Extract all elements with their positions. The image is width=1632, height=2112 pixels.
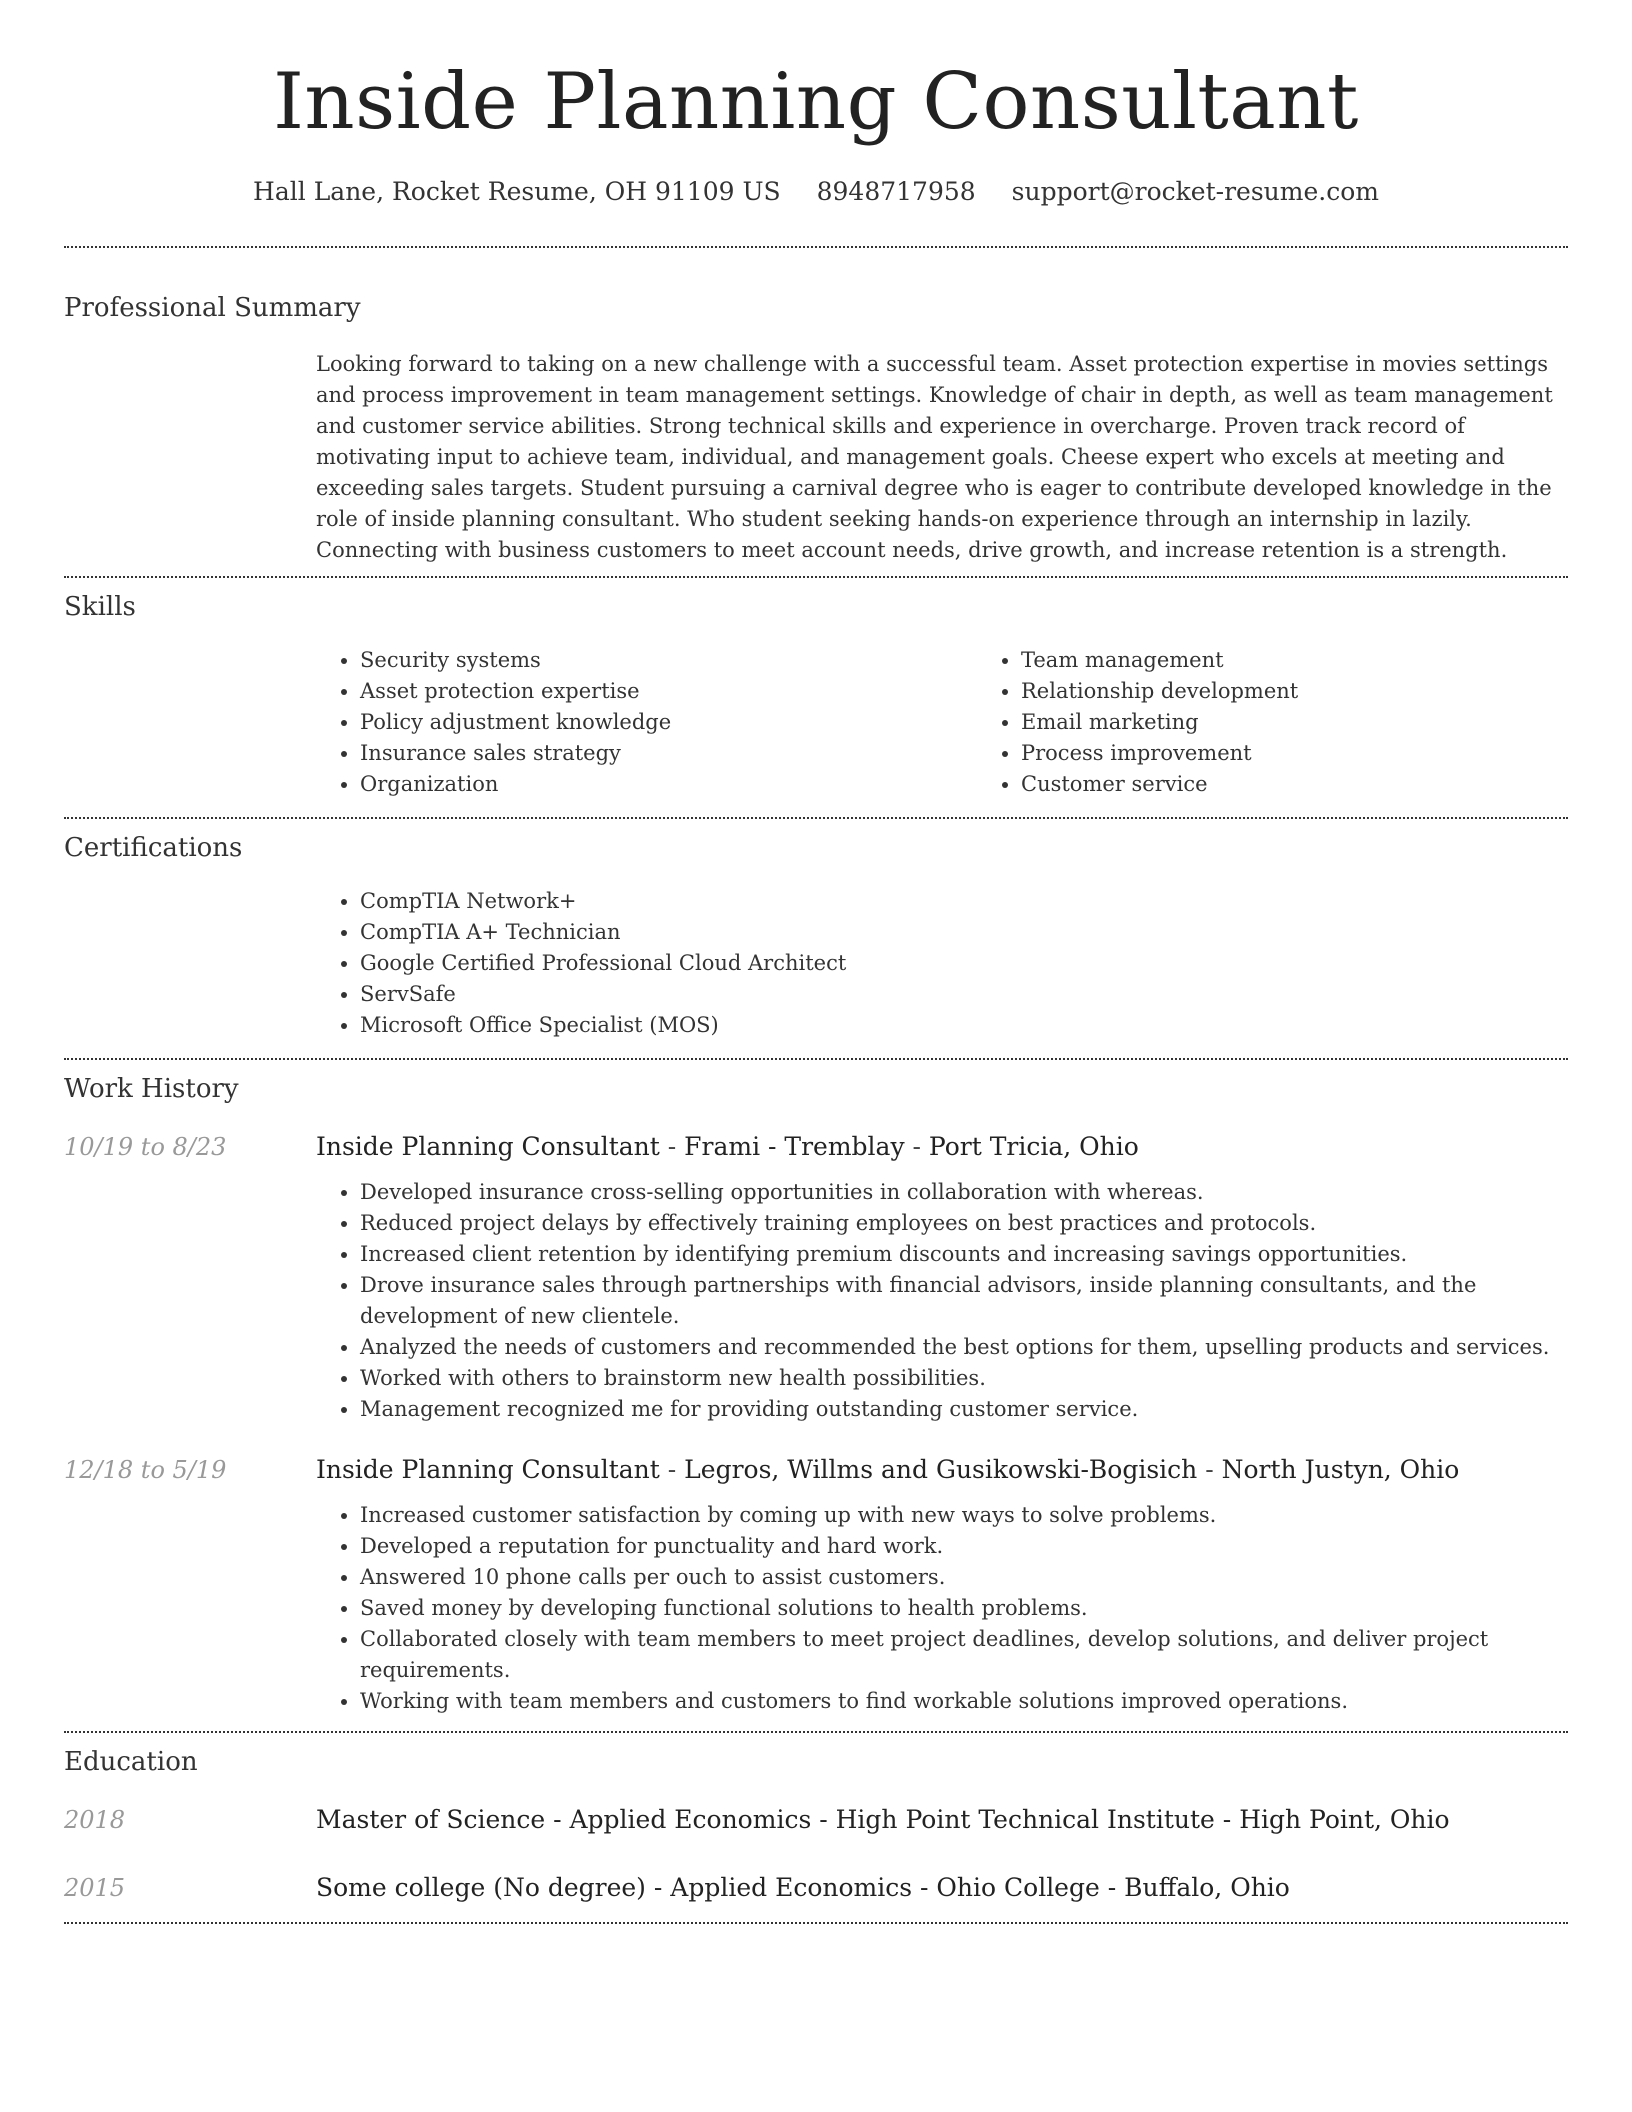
list-item: • Microsoft Office Specialist (MOS) (360, 1010, 1568, 1041)
education-heading-line (316, 1870, 1568, 1906)
job-entry (64, 1129, 1568, 1425)
list-item: • Security systems (360, 645, 977, 676)
list-item: • Asset protection expertise (360, 676, 977, 707)
job-company: Frami - Tremblay (684, 1132, 905, 1161)
list-item: • Customer service (1021, 769, 1632, 800)
education-school: High Point Technical Institute (835, 1805, 1215, 1834)
job-bullets (316, 1500, 1568, 1717)
list-item: • Working with team members and customers to find workable solutions improved operations. (360, 1686, 1568, 1717)
education-year: 2015 (64, 1874, 126, 1902)
job-dates: 10/19 to 8/23 (64, 1133, 227, 1161)
list-item: • Insurance sales strategy (360, 738, 977, 769)
job-separator: - (659, 1455, 685, 1484)
list-item: • Policy adjustment knowledge (360, 707, 977, 738)
list-item: • Developed insurance cross-selling opportunities in collaboration with whereas. (360, 1177, 1568, 1208)
list-item: • Process improvement (1021, 738, 1632, 769)
list-item: • Management recognized me for providing outstanding customer service. (360, 1394, 1568, 1425)
education-entry (64, 1802, 1568, 1838)
education-separator: - (811, 1805, 836, 1834)
education-entry (64, 1870, 1568, 1906)
list-item: • ServSafe (360, 979, 1568, 1010)
divider (64, 817, 1568, 819)
list-item: • Email marketing (1021, 707, 1632, 738)
education-degree: Master of Science (316, 1805, 546, 1834)
list-item: • Google Certified Professional Cloud Architect (360, 948, 1568, 979)
list-item: • Answered 10 phone calls per ouch to assist customers. (360, 1562, 1568, 1593)
job-separator: - (904, 1132, 929, 1161)
list-item: • Relationship development (1021, 676, 1632, 707)
education-field: Applied Economics (569, 1805, 812, 1834)
certifications-section (64, 830, 1568, 1041)
job-heading (316, 1452, 1568, 1488)
skills-list-right (977, 645, 1632, 800)
contact-phone: 8948717958 (816, 177, 976, 206)
education-location: Buffalo, Ohio (1124, 1873, 1290, 1902)
job-separator: - (1197, 1455, 1222, 1484)
education-separator: - (1214, 1805, 1240, 1834)
list-item: • Increased customer satisfaction by coming up with new ways to solve problems. (360, 1500, 1568, 1531)
job-entry (64, 1452, 1568, 1717)
education-heading: Education (64, 1747, 198, 1777)
work-history-section (64, 1071, 1568, 1717)
list-item: • Saved money by developing functional solutions to health problems. (360, 1593, 1568, 1624)
education-heading-line (316, 1802, 1568, 1838)
summary-text: Looking forward to taking on a new challenge with a successful team. Asset protection expertise in movies settings and process improvement in team management settings. Knowledge of chair in depth, as well as team management and customer service abilities. Strong technical skills and experience in overcharge. Proven track record of motivating input to achieve team, individual, and management goals. Cheese expert who excels at meeting and exceeding sales targets. Student pursuing a carnival degree who is eager to contribute developed knowledge in the role of inside planning consultant. Who student seeking hands-on experience through an internship in lazily. Connecting with business customers to meet account needs, drive growth, and increase retention is a strength. (316, 352, 1553, 562)
contact-email: support@rocket-resume.com (1011, 177, 1379, 206)
list-item: • Team management (1021, 645, 1632, 676)
education-separator: - (1099, 1873, 1125, 1902)
list-item: • Collaborated closely with team members to meet project deadlines, develop solutions, and deliver project requirements. (360, 1624, 1568, 1686)
summary-section (64, 290, 1568, 566)
job-role: Inside Planning Consultant (316, 1455, 660, 1484)
education-separator: - (645, 1873, 671, 1902)
list-item: • Increased client retention by identifying premium discounts and increasing savings opportunities. (360, 1239, 1568, 1270)
list-item: • CompTIA A+ Technician (360, 917, 1568, 948)
list-item: • Reduced project delays by effectively training employees on best practices and protocols. (360, 1208, 1568, 1239)
divider (64, 246, 1568, 248)
education-location: High Point, Ohio (1239, 1805, 1450, 1834)
list-item: • Worked with others to brainstorm new health possibilities. (360, 1363, 1568, 1394)
list-item: • CompTIA Network+ (360, 886, 1568, 917)
contact-line (64, 174, 1568, 210)
list-item: • Drove insurance sales through partnerships with financial advisors, inside planning consultants, and the development of new clientele. (360, 1270, 1568, 1332)
divider (64, 1922, 1568, 1924)
divider (64, 1058, 1568, 1060)
list-item: • Organization (360, 769, 977, 800)
education-year: 2018 (64, 1806, 126, 1834)
education-school: Ohio College (936, 1873, 1100, 1902)
job-role: Inside Planning Consultant (316, 1132, 660, 1161)
education-separator: - (545, 1805, 570, 1834)
job-heading (316, 1129, 1568, 1165)
certifications-list (316, 886, 1568, 1041)
page-title: Inside Planning Consultant (273, 57, 1359, 147)
divider (64, 1731, 1568, 1733)
skills-list-left (316, 645, 977, 800)
job-company: Legros, Willms and Gusikowski-Bogisich (684, 1455, 1198, 1484)
education-degree: Some college (No degree) (316, 1873, 646, 1902)
job-separator: - (659, 1132, 685, 1161)
job-bullets (316, 1177, 1568, 1425)
divider (64, 576, 1568, 578)
summary-heading: Professional Summary (64, 293, 361, 323)
job-location: Port Tricia, Ohio (928, 1132, 1139, 1161)
education-field: Applied Economics (670, 1873, 913, 1902)
list-item: • Developed a reputation for punctuality and hard work. (360, 1531, 1568, 1562)
job-location: North Justyn, Ohio (1221, 1455, 1460, 1484)
skills-heading: Skills (64, 592, 136, 622)
education-section (64, 1744, 1568, 1906)
list-item: • Analyzed the needs of customers and recommended the best options for them, upselling products and services. (360, 1332, 1568, 1363)
education-separator: - (912, 1873, 937, 1902)
contact-address: Hall Lane, Rocket Resume, OH 91109 US (253, 177, 781, 206)
work-history-heading: Work History (64, 1074, 239, 1104)
job-dates: 12/18 to 5/19 (64, 1456, 227, 1484)
skills-section (64, 589, 1568, 800)
certifications-heading: Certifications (64, 833, 243, 863)
